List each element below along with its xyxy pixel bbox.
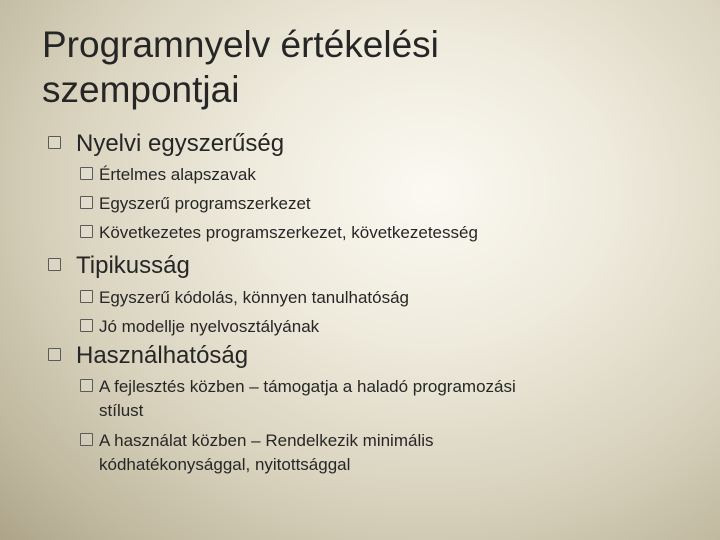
bullet-item-level2 — [80, 315, 620, 339]
square-bullet-icon — [80, 196, 93, 209]
bullet-text: Egyszerű kódolás, könnyen tanulhatóság — [99, 288, 409, 307]
slide-title-line-2: szempontjai — [42, 69, 240, 110]
bullet-item-level2 — [80, 286, 620, 310]
square-bullet-icon — [80, 225, 93, 238]
bullet-text: Tipikusság — [76, 252, 190, 279]
square-bullet-icon — [80, 167, 93, 180]
square-bullet-icon — [48, 136, 61, 149]
square-bullet-icon — [48, 348, 61, 361]
square-bullet-icon — [80, 433, 93, 446]
bullet-text: Következetes programszerkezet, következetesség — [99, 223, 478, 242]
bullet-text: Nyelvi egyszerűség — [76, 130, 285, 157]
bullet-item-level2 — [80, 221, 620, 245]
bullet-text: A használat közben – Rendelkezik minimális kódhatékonysággal, nyitottsággal — [99, 431, 434, 474]
bullet-text: Használhatóság — [76, 342, 249, 369]
square-bullet-icon — [80, 319, 93, 332]
square-bullet-icon — [48, 258, 61, 271]
bullet-text: A fejlesztés közben – támogatja a haladó programozási stílust — [99, 377, 516, 420]
bullet-item-level2 — [80, 375, 560, 423]
slide-title-line-1: Programnyelv értékelési — [42, 24, 439, 65]
bullet-text: Egyszerű programszerkezet — [99, 194, 311, 213]
bullet-item-level2 — [80, 192, 620, 216]
bullet-item-level2 — [80, 429, 560, 477]
square-bullet-icon — [80, 379, 93, 392]
bullet-item-level2 — [80, 163, 620, 187]
bullet-text: Jó modellje nyelvosztályának — [99, 317, 320, 336]
bullet-text: Értelmes alapszavak — [99, 165, 256, 184]
square-bullet-icon — [80, 290, 93, 303]
